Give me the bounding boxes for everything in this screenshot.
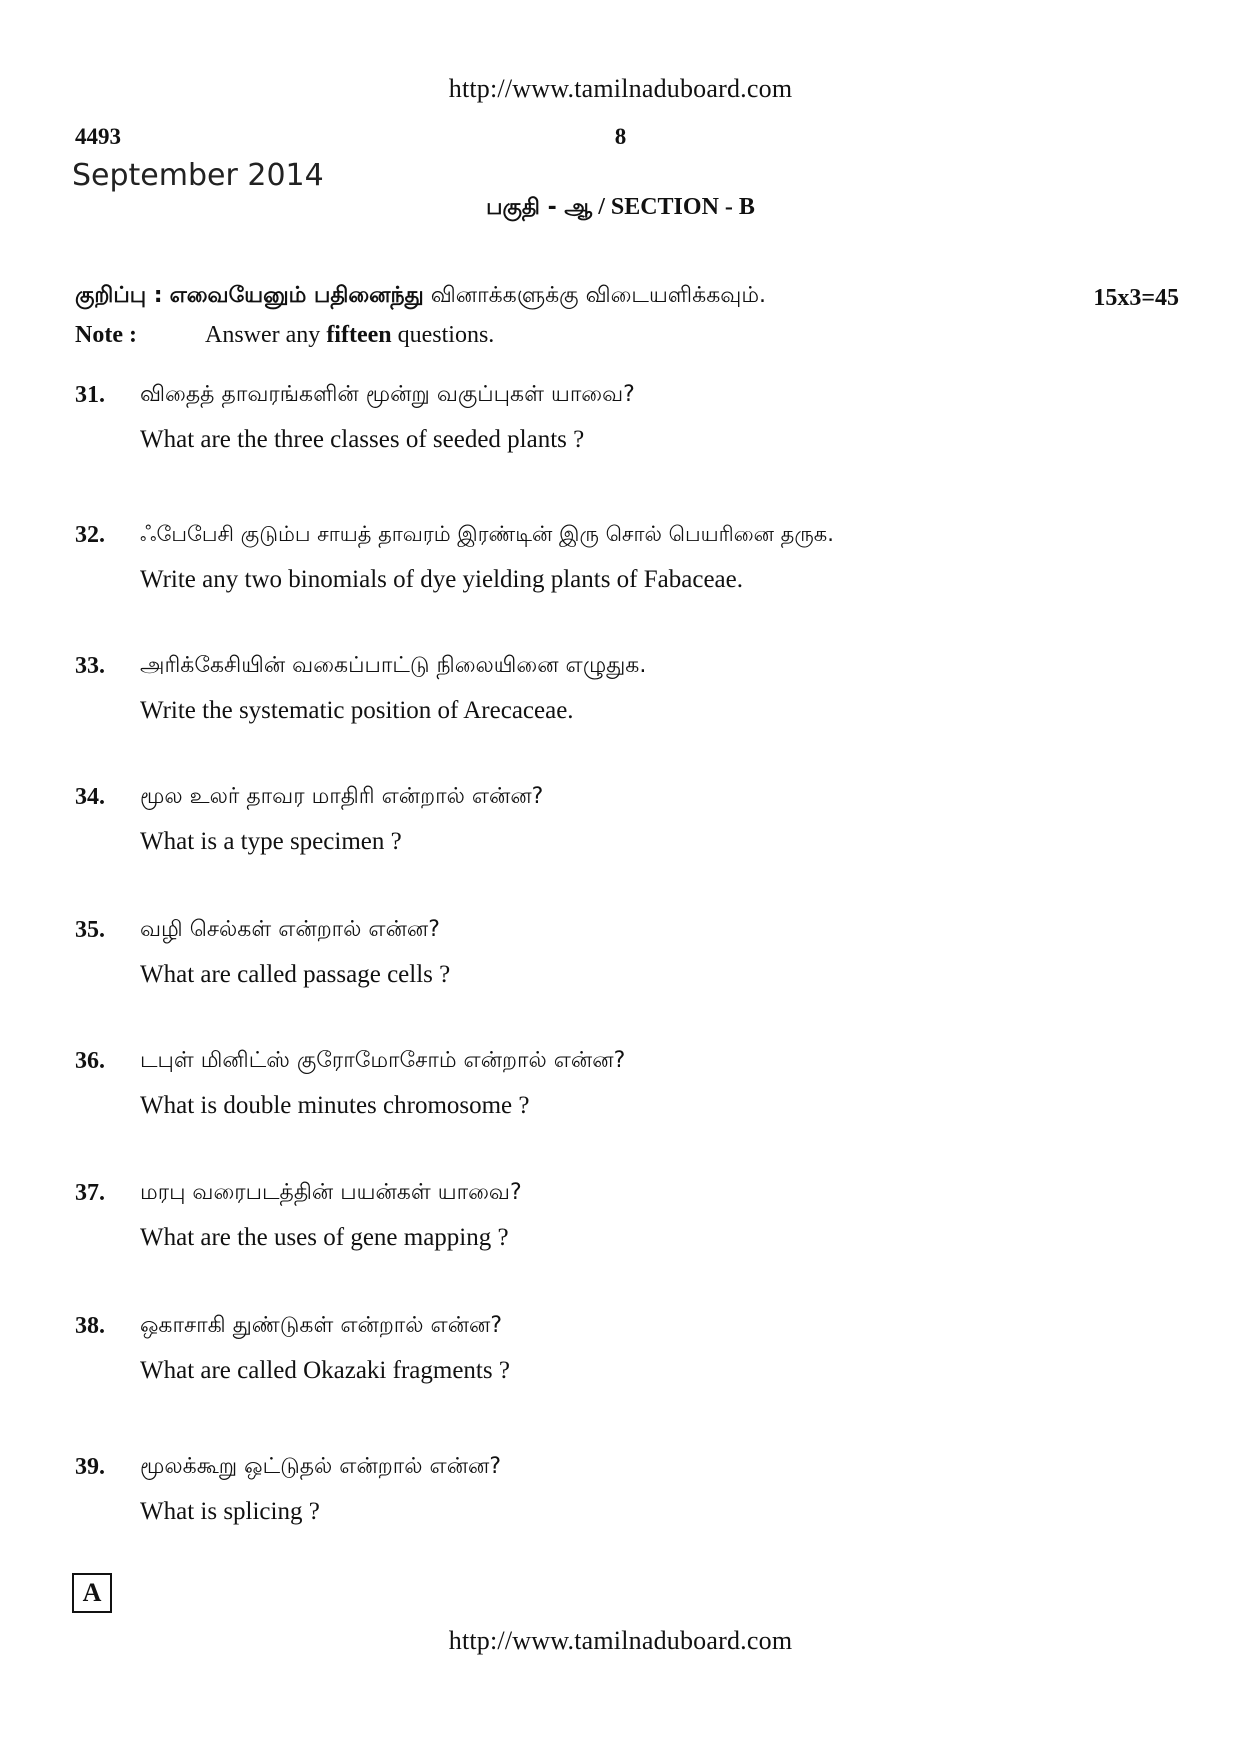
marks-allotment: 15x3=45 xyxy=(1093,285,1179,311)
note-tamil-text: வினாக்களுக்கு விடையளிக்கவும். xyxy=(423,283,767,308)
question-text-tamil: மூல உலர் தாவர மாதிரி என்றால் என்ன? xyxy=(140,784,544,809)
question-number: 36. xyxy=(75,1048,105,1074)
note-tamil xyxy=(75,283,1175,311)
section-heading-separator: / xyxy=(592,194,611,220)
note-english xyxy=(75,322,494,349)
exam-session-handwritten: September 2014 xyxy=(72,158,324,193)
note-english-text-post: questions. xyxy=(391,322,495,348)
note-english-text-bold: fifteen xyxy=(326,322,392,348)
question-number: 34. xyxy=(75,784,105,810)
question-text-english: What is a type specimen ? xyxy=(140,828,402,855)
note-english-text-pre: Answer any xyxy=(205,322,327,348)
question-number: 33. xyxy=(75,653,105,679)
page-number: 8 xyxy=(614,124,627,149)
question-number: 31. xyxy=(75,382,105,408)
question-text-english: Write any two binomials of dye yielding plants of Fabaceae. xyxy=(140,566,743,593)
question-text-tamil: ஃபேபேசி குடும்ப சாயத் தாவரம் இரண்டின் இரு சொல் பெயரினை தருக. xyxy=(140,522,834,546)
question-number: 39. xyxy=(75,1454,105,1480)
note-tamil-bold-text: எவையேனும் பதினைந்து xyxy=(169,283,424,308)
question-paper-version-box: A xyxy=(72,1573,112,1613)
question-text-tamil: மூலக்கூறு ஒட்டுதல் என்றால் என்ன? xyxy=(140,1454,502,1479)
question-text-english: What is splicing ? xyxy=(140,1498,320,1525)
section-heading-english: SECTION - B xyxy=(610,194,755,220)
question-text-english: What are called Okazaki fragments ? xyxy=(140,1357,510,1384)
note-tamil-label: குறிப்பு : xyxy=(75,283,163,308)
question-text-english: What is double minutes chromosome ? xyxy=(140,1092,530,1119)
section-heading xyxy=(0,194,1241,223)
question-number: 35. xyxy=(75,917,105,943)
paper-code: 4493 xyxy=(75,124,121,149)
question-number: 38. xyxy=(75,1313,105,1339)
question-text-tamil: மரபு வரைபடத்தின் பயன்கள் யாவை? xyxy=(140,1180,522,1205)
question-text-tamil: அரிக்கேசியின் வகைப்பாட்டு நிலையினை எழுதுக. xyxy=(140,653,647,678)
question-text-english: Write the systematic position of Arecaceae. xyxy=(140,697,574,724)
section-heading-tamil: பகுதி - ஆ xyxy=(486,195,593,220)
question-text-tamil: டபுள் மினிட்ஸ் குரோமோசோம் என்றால் என்ன? xyxy=(140,1048,626,1073)
question-text-english: What are the three classes of seeded plants ? xyxy=(140,426,585,453)
question-text-tamil: விதைத் தாவரங்களின் மூன்று வகுப்புகள் யாவை? xyxy=(140,382,635,407)
question-number: 37. xyxy=(75,1180,105,1206)
source-url-top: http://www.tamilnaduboard.com xyxy=(448,74,793,103)
question-text-english: What are called passage cells ? xyxy=(140,961,451,988)
question-text-tamil: ஒகாசாகி துண்டுகள் என்றால் என்ன? xyxy=(140,1313,503,1338)
source-url-bottom: http://www.tamilnaduboard.com xyxy=(448,1626,793,1655)
question-number: 32. xyxy=(75,522,105,548)
question-text-tamil: வழி செல்கள் என்றால் என்ன? xyxy=(140,917,440,942)
question-text-english: What are the uses of gene mapping ? xyxy=(140,1224,509,1251)
note-english-label: Note : xyxy=(75,322,137,348)
